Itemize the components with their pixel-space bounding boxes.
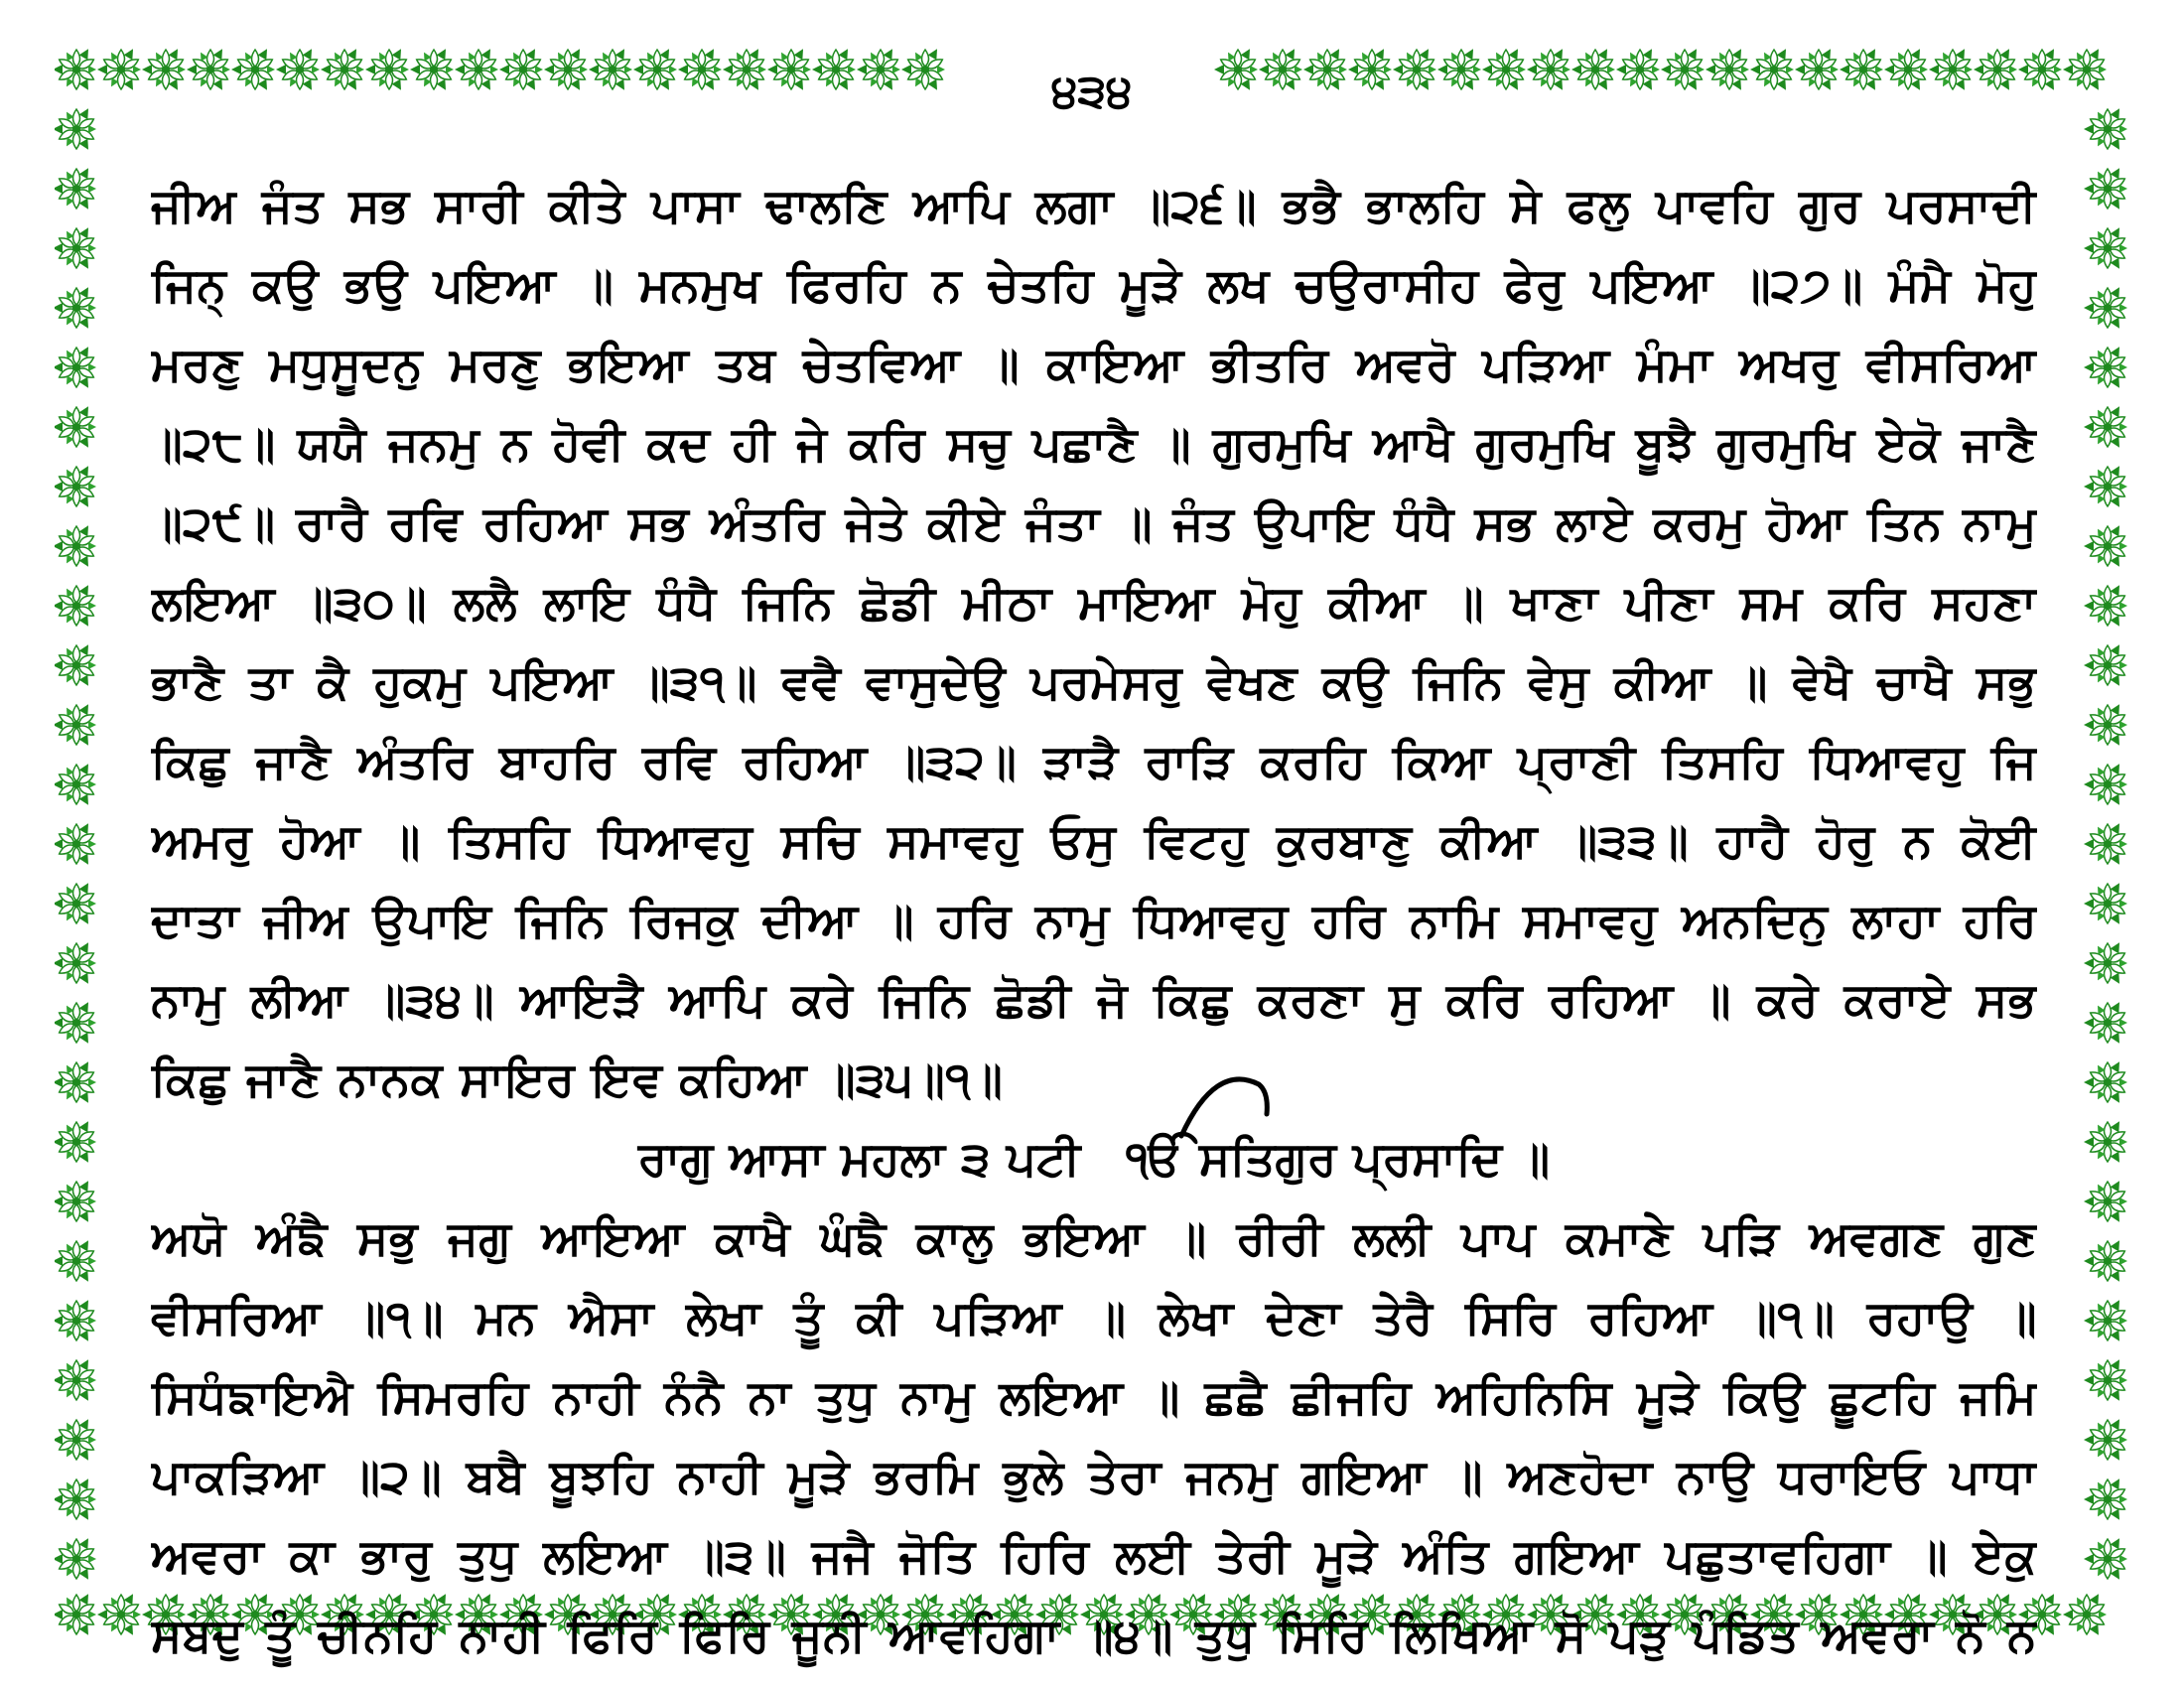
text-line: ਜੀਅ ਜੰਤ ਸਭ ਸਾਰੀ ਕੀਤੇ ਪਾਸਾ ਢਾਲਣਿ ਆਪਿ ਲਗਾ ॥੨੬॥ ਭਭੈ ਭਾਲਹਿ ਸੇ ਫਲੁ ਪਾਵਹਿ ਗੁਰ ਪਰਸਾਦੀ: [151, 179, 2037, 233]
border-flower-icon: [2084, 762, 2127, 808]
ek-onkar-arc-icon: [1175, 1070, 1275, 1140]
border-flower-icon: [55, 1298, 96, 1344]
text-line: ਲਇਆ ॥੩੦॥ ਲਲੈ ਲਾਇ ਧੰਧੈ ਜਿਨਿ ਛੋਡੀ ਮੀਠਾ ਮਾਇਆ ਮੋਹੁ ਕੀਆ ॥ ਖਾਣਾ ਪੀਣਾ ਸਮ ਕਰਿ ਸਹਣਾ: [151, 576, 2037, 631]
border-flower-icon: [2084, 523, 2127, 570]
border-flower-icon: [2084, 1357, 2127, 1404]
border-flower-icon: [2063, 1592, 2107, 1636]
text-line: ਸਿਧੰਙਾਇਐ ਸਿਮਰਹਿ ਨਾਹੀ ਨੰਨੈ ਨਾ ਤੁਧੁ ਨਾਮੁ ਲਇਆ ॥ ਛਛੈ ਛੀਜਹਿ ਅਹਿਨਿਸਿ ਮੂੜੇ ਕਿਉ ਛੂਟਹਿ ਜਮਿ: [151, 1370, 2037, 1425]
border-flower-icon: [55, 523, 96, 570]
border-flower-icon: [2084, 1179, 2127, 1225]
border-flower-icon: [55, 1592, 96, 1636]
text-line: ॥੨੯॥ ਰਾਰੈ ਰਵਿ ਰਹਿਆ ਸਭ ਅੰਤਰਿ ਜੇਤੇ ਕੀਏ ਜੰਤਾ ॥ ਜੰਤ ਉਪਾਇ ਧੰਧੈ ਸਭ ਲਾਏ ਕਰਮੁ ਹੋਆ ਤਿਨ ਨਾਮੁ: [151, 496, 2037, 551]
border-flower-icon: [2084, 940, 2127, 987]
border-flower-icon: [55, 762, 96, 808]
border-flower-icon: [55, 225, 96, 272]
border-flower-icon: [2084, 1298, 2127, 1344]
scripture-text: [151, 167, 2037, 1676]
text-line: ਕਿਛੁ ਜਾਣੈ ਅੰਤਰਿ ਬਾਹਰਿ ਰਵਿ ਰਹਿਆ ॥੩੨॥ ੜਾੜੈ ਰਾੜਿ ਕਰਹਿ ਕਿਆ ਪ੍ਰਾਣੀ ਤਿਸਹਿ ਧਿਆਵਹੁ ਜਿ: [151, 735, 2037, 789]
border-flower-icon: [2084, 1000, 2127, 1047]
text-line: ਦਾਤਾ ਜੀਅ ਉਪਾਇ ਜਿਨਿ ਰਿਜਕੁ ਦੀਆ ॥ ਹਰਿ ਨਾਮੁ ਧਿਆਵਹੁ ਹਰਿ ਨਾਮਿ ਸਮਾਵਹੁ ਅਨਦਿਨੁ ਲਾਹਾ ਹਰਿ: [151, 894, 2037, 948]
text-line: ਸਬਦੁ ਤੂੰ ਚੀਨਹਿ ਨਾਹੀ ਫਿਰਿ ਫਿਰਿ ਜੂਨੀ ਆਵਹਿਗਾ ॥੪॥ ਤੁਧੁ ਸਿਰਿ ਲਿਖਿਆ ਸੋ ਪੜੁ ਪੰਡਿਤ ਅਵਰਾ ਨੋ ਨ: [151, 1609, 2037, 1663]
border-flower-icon: [2084, 464, 2127, 510]
border-flower-icon: [2084, 642, 2127, 689]
border-flower-icon: [2084, 1238, 2127, 1285]
border-flower-icon: [2084, 404, 2127, 451]
border-flower-icon: [55, 1417, 96, 1464]
text-line: ਅਵਰਾ ਕਾ ਭਾਰੁ ਤੁਧੁ ਲਇਆ ॥੩॥ ਜਜੈ ਜੋਤਿ ਹਿਰਿ ਲਈ ਤੇਰੀ ਮੂੜੇ ਅੰਤਿ ਗਇਆ ਪਛੁਤਾਵਹਿਗਾ ॥ ਏਕੁ: [151, 1529, 2037, 1584]
border-flower-icon: [55, 881, 96, 927]
border-flower-icon: [97, 1592, 141, 1636]
border-flower-icon: [2084, 1536, 2127, 1583]
section-heading: [151, 1120, 2037, 1199]
text-line: ॥੨੮॥ ਯਯੈ ਜਨਮੁ ਨ ਹੋਵੀ ਕਦ ਹੀ ਜੇ ਕਰਿ ਸਚੁ ਪਛਾਣੈ ॥ ਗੁਰਮੁਖਿ ਆਖੈ ਗੁਰਮੁਖਿ ਬੂਝੈ ਗੁਰਮੁਖਿ ਏਕੋ ਜਾਣੈ: [151, 417, 2037, 472]
border-flower-icon: [2084, 1059, 2127, 1106]
border-flower-icon: [2084, 702, 2127, 749]
border-flower-icon: [55, 1238, 96, 1285]
mool-mantar: ੴ ਸਤਿਗੁਰ ਪ੍ਰਸਾਦਿ ॥: [1126, 1120, 1550, 1199]
border-flower-icon: [2084, 1119, 2127, 1166]
border-flower-icon: [55, 583, 96, 630]
border-flower-icon: [55, 1059, 96, 1106]
border-flower-icon: [55, 345, 96, 391]
border-flower-icon: [55, 1536, 96, 1583]
border-flower-icon: [2084, 821, 2127, 868]
border-flower-icon: [2084, 345, 2127, 391]
border-flower-icon: [55, 1179, 96, 1225]
border-flower-icon: [55, 1000, 96, 1047]
border-flower-icon: [2084, 285, 2127, 332]
border-flower-icon: [55, 1119, 96, 1166]
text-line: ਨਾਮੁ ਲੀਆ ॥੩੪॥ ਆਇੜੈ ਆਪਿ ਕਰੇ ਜਿਨਿ ਛੋਡੀ ਜੋ ਕਿਛੁ ਕਰਣਾ ਸੁ ਕਰਿ ਰਹਿਆ ॥ ਕਰੇ ਕਰਾਏ ਸਭ: [151, 973, 2037, 1028]
border-flower-icon: [2084, 583, 2127, 630]
border-flower-icon: [55, 642, 96, 689]
text-line: ਕਿਛੁ ਜਾਣੈ ਨਾਨਕ ਸਾਇਰ ਇਵ ਕਹਿਆ ॥੩੫॥੧॥: [151, 1053, 1004, 1107]
border-flower-icon: [55, 404, 96, 451]
page-number: ੪੩੪: [0, 58, 2184, 123]
border-flower-icon: [55, 166, 96, 212]
border-flower-icon: [55, 1357, 96, 1404]
text-line: ਜਿਨ੍ ਕਉ ਭਉ ਪਇਆ ॥ ਮਨਮੁਖ ਫਿਰਹਿ ਨ ਚੇਤਹਿ ਮੂੜੇ ਲਖ ਚਉਰਾਸੀਹ ਫੇਰੁ ਪਇਆ ॥੨੭॥ ਮੰਮੈ ਮੋਹੁ: [151, 258, 2037, 313]
border-flower-icon: [2084, 225, 2127, 272]
text-line: ਮਰਣੁ ਮਧੁਸੂਦਨੁ ਮਰਣੁ ਭਇਆ ਤਬ ਚੇਤਵਿਆ ॥ ਕਾਇਆ ਭੀਤਰਿ ਅਵਰੋ ਪੜਿਆ ਮੰਮਾ ਅਖਰੁ ਵੀਸਰਿਆ: [151, 338, 2037, 392]
border-flower-icon: [55, 940, 96, 987]
border-flower-icon: [2084, 1417, 2127, 1464]
border-flower-icon: [2084, 166, 2127, 212]
text-line: ਭਾਣੈ ਤਾ ਕੈ ਹੁਕਮੁ ਪਇਆ ॥੩੧॥ ਵਵੈ ਵਾਸੁਦੇਉ ਪਰਮੇਸਰੁ ਵੇਖਣ ਕਉ ਜਿਨਿ ਵੇਸੁ ਕੀਆ ॥ ਵੇਖੈ ਚਾਖੈ ਸਭੁ: [151, 655, 2037, 710]
text-line: ਅਮਰੁ ਹੋਆ ॥ ਤਿਸਹਿ ਧਿਆਵਹੁ ਸਚਿ ਸਮਾਵਹੁ ਓਸੁ ਵਿਟਹੁ ਕੁਰਬਾਣੁ ਕੀਆ ॥੩੩॥ ਹਾਹੈ ਹੋਰੁ ਨ ਕੋਈ: [151, 814, 2037, 869]
border-flower-icon: [55, 1477, 96, 1523]
text-line: ਅਯੋ ਅੰਙੈ ਸਭੁ ਜਗੁ ਆਇਆ ਕਾਖੈ ਘੰਙੈ ਕਾਲੁ ਭਇਆ ॥ ਰੀਰੀ ਲਲੀ ਪਾਪ ਕਮਾਣੇ ਪੜਿ ਅਵਗਣ ਗੁਣ: [151, 1211, 2037, 1266]
border-flower-icon: [55, 702, 96, 749]
border-flower-icon: [55, 821, 96, 868]
text-line: ਪਾਕੜਿਆ ॥੨॥ ਬਬੈ ਬੂਝਹਿ ਨਾਹੀ ਮੂੜੇ ਭਰਮਿ ਭੁਲੇ ਤੇਰਾ ਜਨਮੁ ਗਇਆ ॥ ਅਣਹੋਦਾ ਨਾਉ ਧਰਾਇਓ ਪਾਧਾ: [151, 1450, 2037, 1504]
text-line: ਵੀਸਰਿਆ ॥੧॥ ਮਨ ਐਸਾ ਲੇਖਾ ਤੂੰ ਕੀ ਪੜਿਆ ॥ ਲੇਖਾ ਦੇਣਾ ਤੇਰੈ ਸਿਰਿ ਰਹਿਆ ॥੧॥ ਰਹਾਉ ॥: [151, 1291, 2037, 1345]
border-flower-icon: [2084, 881, 2127, 927]
raag-title: ਰਾਗੁ ਆਸਾ ਮਹਲਾ ੩ ਪਟੀ: [637, 1132, 1081, 1187]
border-flower-icon: [55, 464, 96, 510]
border-flower-icon: [55, 285, 96, 332]
border-flower-icon: [2084, 1477, 2127, 1523]
